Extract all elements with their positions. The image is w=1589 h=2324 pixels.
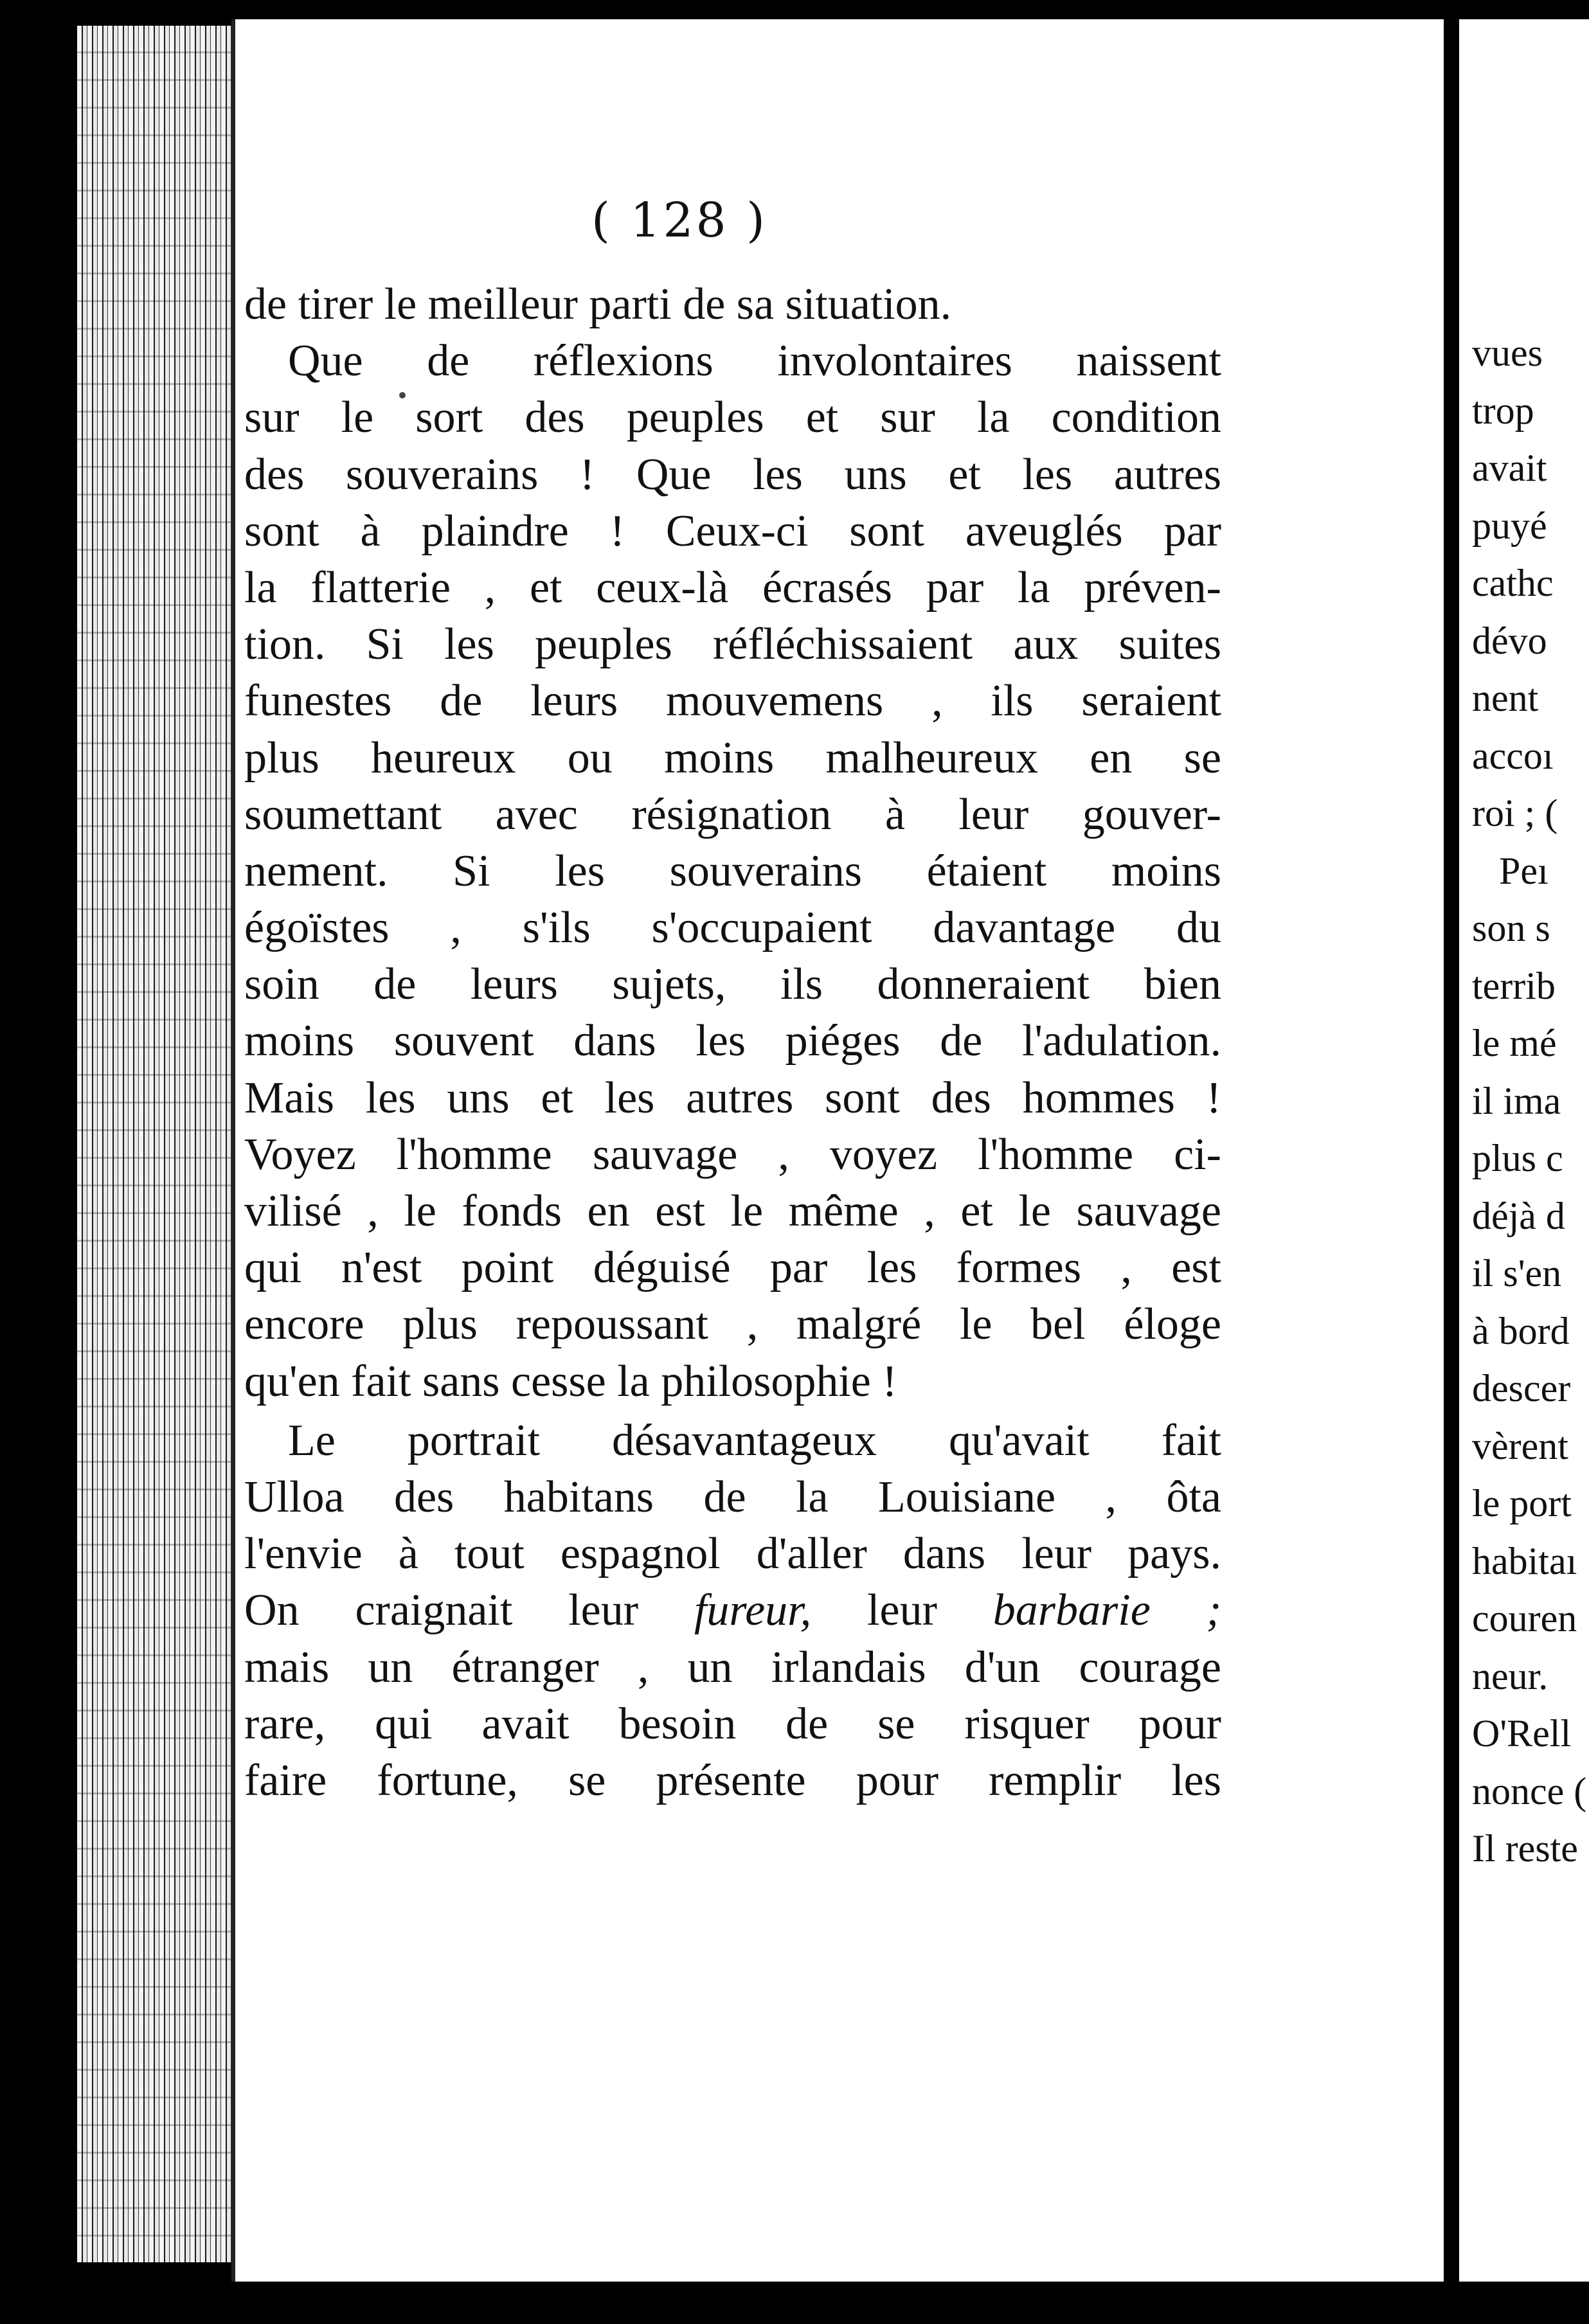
facing-line: à bord <box>1472 1309 1570 1352</box>
text-line: sur le sort des peuples et sur la condition <box>244 393 1221 443</box>
text-line: Voyez l'homme sauvage , voyez l'homme ci- <box>244 1129 1221 1179</box>
page-number: ( 128 ) <box>591 193 768 248</box>
text-line: tion. Si les peuples réfléchissaient aux suites <box>244 620 1221 670</box>
stacked-page-edges <box>77 26 244 2262</box>
text-line: des souverains ! Que les uns et les autres <box>244 449 1221 499</box>
facing-line: avait <box>1472 447 1547 489</box>
text-line: rare, qui avait besoin de se risquer pour <box>244 1699 1221 1749</box>
paragraph-first-line: Que de réflexions involontaires naissent <box>288 336 1221 386</box>
facing-line: Il reste <box>1472 1827 1578 1870</box>
text-line: vilisé , le fonds en est le même , et le sauvage <box>244 1186 1221 1236</box>
body-text <box>244 276 1221 1809</box>
text-line: soumettant avec résignation à leur gouver- <box>244 789 1221 839</box>
facing-page-text <box>1472 325 1586 1878</box>
italic-word: fureur, <box>694 1586 812 1636</box>
text-line: Ulloa des habitans de la Louisiane , ôta <box>244 1472 1221 1522</box>
text-line: sont à plaindre ! Ceux-ci sont aveuglés par <box>244 506 1221 556</box>
facing-line: il s'en <box>1472 1252 1562 1294</box>
text-line: l'envie à tout espagnol d'aller dans leur pays. <box>244 1529 1221 1579</box>
facing-line: roi ; ( <box>1472 792 1558 834</box>
text-line: faire fortune, se présente pour remplir les <box>244 1755 1221 1805</box>
facing-line: O'Rell <box>1472 1712 1572 1755</box>
text-fragment: leur <box>811 1586 993 1636</box>
facing-line: puyé <box>1472 504 1547 547</box>
text-line: funestes de leurs mouvemens , ils seraient <box>244 676 1221 726</box>
facing-line: terrib <box>1472 964 1556 1007</box>
facing-line: plus c <box>1472 1137 1563 1179</box>
text-fragment: On craignait leur <box>244 1586 694 1636</box>
facing-line: vues <box>1472 332 1543 374</box>
text-line: qui n'est point déguisé par les formes , est <box>244 1243 1221 1293</box>
facing-line: neur. <box>1472 1654 1549 1697</box>
facing-line: le mé <box>1472 1022 1557 1064</box>
facing-line: il ima <box>1472 1079 1561 1122</box>
facing-line: cathc <box>1472 562 1554 604</box>
text-line: moins souvent dans les piéges de l'adulation. <box>244 1016 1221 1066</box>
facing-line: Peı <box>1499 849 1549 892</box>
text-line: qu'en fait sans cesse la philosophie ! <box>244 1356 897 1406</box>
text-line: Mais les uns et les autres sont des hommes ! <box>244 1073 1221 1123</box>
facing-line: déjà d <box>1472 1194 1565 1237</box>
text-line: soin de leurs sujets, ils donneraient bien <box>244 960 1221 1010</box>
facing-line: nonce ( <box>1472 1769 1587 1812</box>
facing-line: nent <box>1472 677 1539 719</box>
paragraph-first-line: Le portrait désavantageux qu'avait fait <box>288 1415 1221 1465</box>
text-line: de tirer le meilleur parti de sa situation. <box>244 280 952 329</box>
facing-line: habitaı <box>1472 1539 1577 1582</box>
facing-line: le port <box>1472 1482 1572 1524</box>
text-line: mais un étranger , un irlandais d'un courage <box>244 1642 1221 1692</box>
facing-line: dévo <box>1472 619 1547 662</box>
facing-line: accoı <box>1472 734 1554 777</box>
text-line: la flatterie , et ceux-là écrasés par la préven- <box>244 562 1221 612</box>
facing-line: trop <box>1472 389 1534 432</box>
facing-line: couren <box>1472 1597 1577 1640</box>
text-line: égoïstes , s'ils s'occupaient davantage du <box>244 903 1221 953</box>
facing-line: son s <box>1472 907 1550 949</box>
facing-line: vèrent <box>1472 1424 1568 1467</box>
italic-word: barbarie ; <box>992 1586 1222 1636</box>
text-line: nement. Si les souverains étaient moins <box>244 846 1221 896</box>
text-line-with-italics <box>244 1582 1221 1639</box>
facing-line: descer <box>1472 1367 1571 1409</box>
text-line: plus heureux ou moins malheureux en se <box>244 733 1221 783</box>
text-line: encore plus repoussant , malgré le bel éloge <box>244 1300 1221 1350</box>
